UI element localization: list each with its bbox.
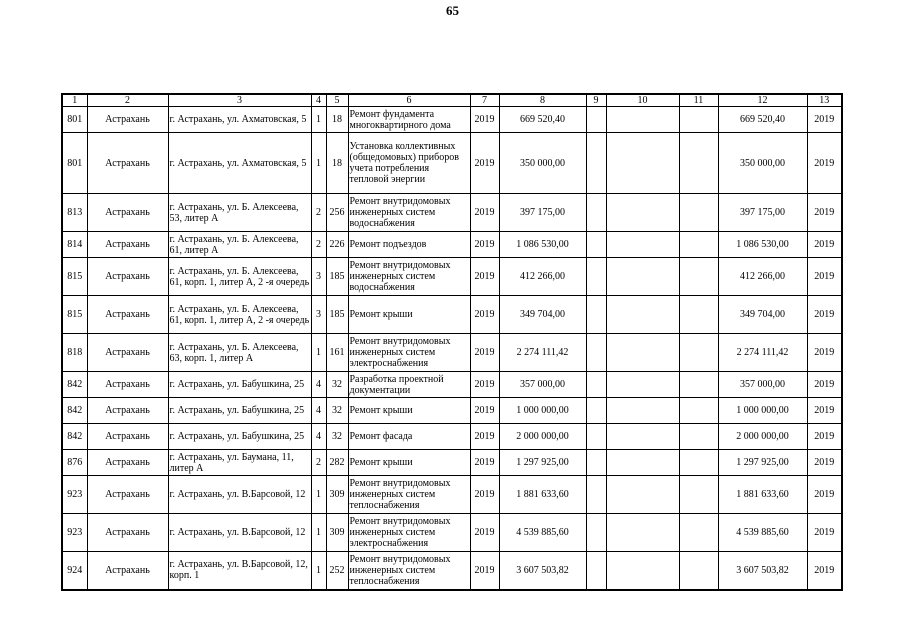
cell-col9: [586, 450, 606, 476]
cell-cost: 2 000 000,00: [499, 424, 586, 450]
cell-col4: 2: [311, 450, 326, 476]
cell-address: г. Астрахань, ул. Б. Алексеева, 61, литер А: [168, 232, 311, 258]
cell-year-end: 2019: [807, 133, 842, 194]
cell-year: 2019: [470, 232, 499, 258]
cell-work-type: Разработка проектной документации: [348, 372, 470, 398]
cell-col4: 1: [311, 107, 326, 133]
cell-col10: [606, 334, 679, 372]
cell-col11: [679, 334, 718, 372]
cell-municipality: Астрахань: [87, 258, 168, 296]
table-row: [62, 194, 842, 232]
table-row: [62, 334, 842, 372]
cell-col5: 309: [326, 514, 348, 552]
cell-col11: [679, 450, 718, 476]
cell-number: 815: [62, 296, 87, 334]
cell-col5: 226: [326, 232, 348, 258]
cell-total: 669 520,40: [718, 107, 807, 133]
cell-address: г. Астрахань, ул. Б. Алексеева, 53, литер А: [168, 194, 311, 232]
cell-year-end: 2019: [807, 424, 842, 450]
cell-col9: [586, 107, 606, 133]
cell-year-end: 2019: [807, 296, 842, 334]
cell-work-type: Ремонт внутридомовых инженерных систем теплоснабжения: [348, 552, 470, 590]
cell-address: г. Астрахань, ул. В.Барсовой, 12: [168, 514, 311, 552]
column-header: 11: [679, 94, 718, 107]
cell-col4: 1: [311, 133, 326, 194]
column-header: 12: [718, 94, 807, 107]
cell-cost: 2 274 111,42: [499, 334, 586, 372]
cell-col10: [606, 398, 679, 424]
cell-address: г. Астрахань, ул. Б. Алексеева, 63, корп. 1, литер А: [168, 334, 311, 372]
page-number: 65: [446, 3, 459, 18]
cell-col5: 185: [326, 296, 348, 334]
cell-col5: 32: [326, 398, 348, 424]
cell-year-end: 2019: [807, 398, 842, 424]
cell-municipality: Астрахань: [87, 296, 168, 334]
table-row: [62, 296, 842, 334]
table-row: [62, 372, 842, 398]
cell-col9: [586, 232, 606, 258]
cell-total: 1 297 925,00: [718, 450, 807, 476]
cell-year: 2019: [470, 194, 499, 232]
cell-year-end: 2019: [807, 372, 842, 398]
cell-work-type: Ремонт внутридомовых инженерных систем электроснабжения: [348, 514, 470, 552]
column-header: 6: [348, 94, 470, 107]
cell-col4: 1: [311, 514, 326, 552]
cell-col10: [606, 232, 679, 258]
cell-col5: 32: [326, 372, 348, 398]
cell-col10: [606, 476, 679, 514]
table-row: [62, 514, 842, 552]
cell-number: 814: [62, 232, 87, 258]
cell-municipality: Астрахань: [87, 334, 168, 372]
cell-year: 2019: [470, 296, 499, 334]
cell-col9: [586, 133, 606, 194]
cell-total: 3 607 503,82: [718, 552, 807, 590]
cell-municipality: Астрахань: [87, 450, 168, 476]
cell-work-type: Ремонт фундамента многоквартирного дома: [348, 107, 470, 133]
cell-work-type: Ремонт внутридомовых инженерных систем водоснабжения: [348, 194, 470, 232]
cell-col5: 185: [326, 258, 348, 296]
cell-municipality: Астрахань: [87, 194, 168, 232]
cell-col11: [679, 398, 718, 424]
cell-number: 801: [62, 133, 87, 194]
cell-col4: 2: [311, 194, 326, 232]
cell-year: 2019: [470, 552, 499, 590]
cell-col5: 18: [326, 107, 348, 133]
cell-year-end: 2019: [807, 450, 842, 476]
cell-work-type: Ремонт подъездов: [348, 232, 470, 258]
column-header: 3: [168, 94, 311, 107]
cell-col11: [679, 133, 718, 194]
cell-municipality: Астрахань: [87, 398, 168, 424]
cell-municipality: Астрахань: [87, 552, 168, 590]
cell-col4: 1: [311, 552, 326, 590]
cell-col5: 252: [326, 552, 348, 590]
cell-col9: [586, 476, 606, 514]
cell-address: г. Астрахань, ул. В.Барсовой, 12, корп. 1: [168, 552, 311, 590]
cell-address: г. Астрахань, ул. Ахматовская, 5: [168, 107, 311, 133]
cell-municipality: Астрахань: [87, 232, 168, 258]
cell-cost: 4 539 885,60: [499, 514, 586, 552]
cell-col9: [586, 398, 606, 424]
cell-col11: [679, 232, 718, 258]
table-row: [62, 398, 842, 424]
cell-cost: 350 000,00: [499, 133, 586, 194]
cell-year-end: 2019: [807, 476, 842, 514]
cell-cost: 1 881 633,60: [499, 476, 586, 514]
cell-number: 924: [62, 552, 87, 590]
cell-year-end: 2019: [807, 258, 842, 296]
cell-year-end: 2019: [807, 194, 842, 232]
cell-cost: 3 607 503,82: [499, 552, 586, 590]
table-row: [62, 232, 842, 258]
table-row: [62, 424, 842, 450]
cell-work-type: Ремонт фасада: [348, 424, 470, 450]
cell-number: 876: [62, 450, 87, 476]
cell-year-end: 2019: [807, 552, 842, 590]
cell-address: г. Астрахань, ул. В.Барсовой, 12: [168, 476, 311, 514]
cell-year: 2019: [470, 372, 499, 398]
cell-col5: 256: [326, 194, 348, 232]
cell-col4: 3: [311, 296, 326, 334]
cell-col4: 2: [311, 232, 326, 258]
column-header: 5: [326, 94, 348, 107]
cell-col9: [586, 552, 606, 590]
table-row: [62, 450, 842, 476]
cell-cost: 357 000,00: [499, 372, 586, 398]
cell-col10: [606, 133, 679, 194]
cell-address: г. Астрахань, ул. Баумана, 11, литер А: [168, 450, 311, 476]
column-header: 8: [499, 94, 586, 107]
cell-cost: 1 297 925,00: [499, 450, 586, 476]
cell-total: 397 175,00: [718, 194, 807, 232]
cell-year-end: 2019: [807, 107, 842, 133]
table-row: [62, 107, 842, 133]
cell-year: 2019: [470, 334, 499, 372]
column-header: 1: [62, 94, 87, 107]
header-row: [62, 94, 842, 107]
cell-year: 2019: [470, 398, 499, 424]
cell-total: 4 539 885,60: [718, 514, 807, 552]
cell-work-type: Установка коллективных (общедомовых) приборов учета потребления тепловой энергии: [348, 133, 470, 194]
cell-municipality: Астрахань: [87, 514, 168, 552]
cell-total: 2 274 111,42: [718, 334, 807, 372]
cell-col10: [606, 514, 679, 552]
cell-work-type: Ремонт внутридомовых инженерных систем водоснабжения: [348, 258, 470, 296]
cell-col10: [606, 450, 679, 476]
cell-col5: 309: [326, 476, 348, 514]
cell-year: 2019: [470, 107, 499, 133]
cell-col11: [679, 552, 718, 590]
cell-year-end: 2019: [807, 334, 842, 372]
cell-address: г. Астрахань, ул. Бабушкина, 25: [168, 398, 311, 424]
cell-work-type: Ремонт крыши: [348, 398, 470, 424]
cell-total: 1 000 000,00: [718, 398, 807, 424]
cell-year: 2019: [470, 450, 499, 476]
cell-address: г. Астрахань, ул. Б. Алексеева, 61, корп. 1, литер А, 2 -я очередь: [168, 258, 311, 296]
cell-address: г. Астрахань, ул. Бабушкина, 25: [168, 372, 311, 398]
column-header: 13: [807, 94, 842, 107]
cell-col10: [606, 194, 679, 232]
cell-year: 2019: [470, 133, 499, 194]
cell-year: 2019: [470, 514, 499, 552]
cell-number: 842: [62, 398, 87, 424]
cell-address: г. Астрахань, ул. Б. Алексеева, 61, корп. 1, литер А, 2 -я очередь: [168, 296, 311, 334]
cell-number: 801: [62, 107, 87, 133]
cell-municipality: Астрахань: [87, 476, 168, 514]
cell-total: 412 266,00: [718, 258, 807, 296]
cell-year-end: 2019: [807, 514, 842, 552]
cell-col9: [586, 258, 606, 296]
column-header: 2: [87, 94, 168, 107]
cell-col5: 282: [326, 450, 348, 476]
cell-col10: [606, 107, 679, 133]
cell-total: 349 704,00: [718, 296, 807, 334]
cell-work-type: Ремонт внутридомовых инженерных систем электроснабжения: [348, 334, 470, 372]
cell-col11: [679, 258, 718, 296]
cell-year: 2019: [470, 476, 499, 514]
cell-address: г. Астрахань, ул. Бабушкина, 25: [168, 424, 311, 450]
cell-col11: [679, 107, 718, 133]
cell-cost: 1 000 000,00: [499, 398, 586, 424]
cell-number: 842: [62, 372, 87, 398]
cell-work-type: Ремонт крыши: [348, 450, 470, 476]
cell-col10: [606, 296, 679, 334]
cell-work-type: Ремонт внутридомовых инженерных систем теплоснабжения: [348, 476, 470, 514]
cell-total: 2 000 000,00: [718, 424, 807, 450]
cell-col11: [679, 476, 718, 514]
cell-col9: [586, 424, 606, 450]
column-header: 9: [586, 94, 606, 107]
table-row: [62, 552, 842, 590]
cell-col5: 18: [326, 133, 348, 194]
cell-total: 1 881 633,60: [718, 476, 807, 514]
cell-cost: 412 266,00: [499, 258, 586, 296]
cell-col11: [679, 296, 718, 334]
cell-municipality: Астрахань: [87, 424, 168, 450]
cell-number: 813: [62, 194, 87, 232]
cell-cost: 349 704,00: [499, 296, 586, 334]
cell-year: 2019: [470, 424, 499, 450]
cell-year: 2019: [470, 258, 499, 296]
cell-col10: [606, 258, 679, 296]
cell-col11: [679, 424, 718, 450]
cell-col4: 4: [311, 424, 326, 450]
cell-total: 357 000,00: [718, 372, 807, 398]
cell-col4: 1: [311, 476, 326, 514]
cell-cost: 397 175,00: [499, 194, 586, 232]
column-header: 7: [470, 94, 499, 107]
cell-col4: 1: [311, 334, 326, 372]
column-header: 4: [311, 94, 326, 107]
cell-col10: [606, 424, 679, 450]
cell-col10: [606, 372, 679, 398]
cell-year-end: 2019: [807, 232, 842, 258]
cell-total: 1 086 530,00: [718, 232, 807, 258]
cell-number: 818: [62, 334, 87, 372]
cell-number: 923: [62, 476, 87, 514]
cell-cost: 669 520,40: [499, 107, 586, 133]
cell-col9: [586, 334, 606, 372]
cell-municipality: Астрахань: [87, 372, 168, 398]
cell-number: 815: [62, 258, 87, 296]
cell-col4: 3: [311, 258, 326, 296]
cell-municipality: Астрахань: [87, 133, 168, 194]
table-row: [62, 258, 842, 296]
cell-address: г. Астрахань, ул. Ахматовская, 5: [168, 133, 311, 194]
column-header: 10: [606, 94, 679, 107]
table-row: [62, 133, 842, 194]
cell-cost: 1 086 530,00: [499, 232, 586, 258]
cell-col5: 161: [326, 334, 348, 372]
cell-work-type: Ремонт крыши: [348, 296, 470, 334]
cell-municipality: Астрахань: [87, 107, 168, 133]
table-row: [62, 476, 842, 514]
cell-col10: [606, 552, 679, 590]
cell-col11: [679, 372, 718, 398]
cell-total: 350 000,00: [718, 133, 807, 194]
cell-number: 923: [62, 514, 87, 552]
cell-number: 842: [62, 424, 87, 450]
capital-repair-table: [61, 93, 843, 591]
cell-col9: [586, 372, 606, 398]
cell-col9: [586, 194, 606, 232]
cell-col9: [586, 514, 606, 552]
cell-col11: [679, 194, 718, 232]
cell-col4: 4: [311, 398, 326, 424]
cell-col11: [679, 514, 718, 552]
cell-col5: 32: [326, 424, 348, 450]
cell-col4: 4: [311, 372, 326, 398]
cell-col9: [586, 296, 606, 334]
